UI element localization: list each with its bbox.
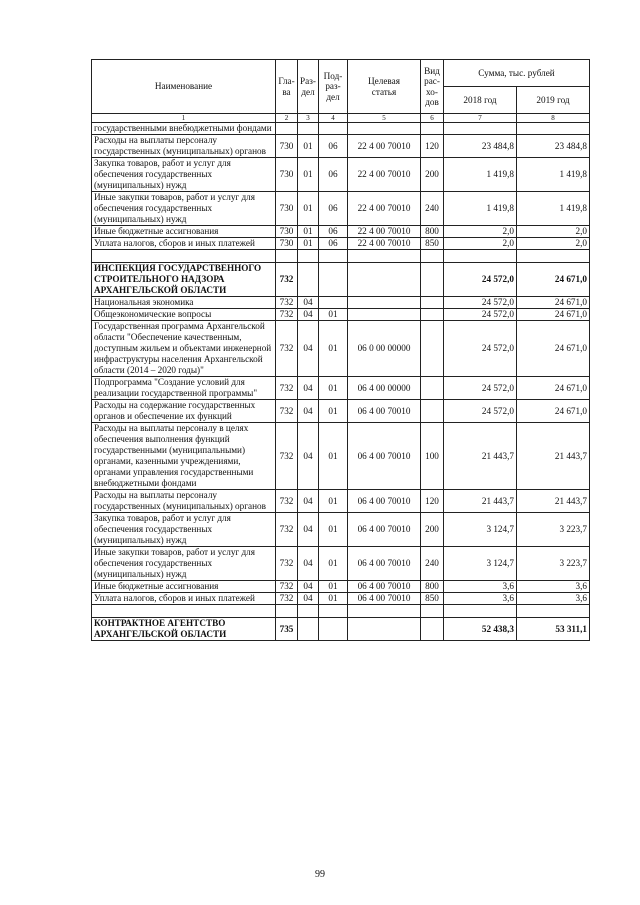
column-number: 3 bbox=[298, 114, 319, 123]
cell-y2018: 21 443,7 bbox=[444, 423, 517, 490]
cell-y2019: 24 671,0 bbox=[517, 321, 590, 377]
cell-vid: 850 bbox=[421, 593, 444, 605]
cell-glava: 732 bbox=[276, 400, 298, 423]
cell-y2018: 24 572,0 bbox=[444, 263, 517, 297]
cell-name: Расходы на выплаты персоналу государственных (муниципальных) органов bbox=[92, 135, 276, 158]
cell-razdel: 04 bbox=[298, 423, 319, 490]
cell-vid bbox=[421, 618, 444, 641]
cell-razdel bbox=[298, 250, 319, 263]
table-row bbox=[92, 400, 590, 423]
cell-name: Закупка товаров, работ и услуг для обеспечения государственных (муниципальных) нужд bbox=[92, 513, 276, 547]
header-2018: 2018 год bbox=[444, 87, 517, 114]
cell-name: Иные закупки товаров, работ и услуг для обеспечения государственных (муниципальных) нужд bbox=[92, 192, 276, 226]
cell-podrazdel: 01 bbox=[319, 490, 348, 513]
cell-y2018: 24 572,0 bbox=[444, 321, 517, 377]
cell-vid: 200 bbox=[421, 513, 444, 547]
table-row bbox=[92, 158, 590, 192]
cell-podrazdel: 01 bbox=[319, 400, 348, 423]
cell-glava: 732 bbox=[276, 423, 298, 490]
cell-glava: 732 bbox=[276, 263, 298, 297]
cell-vid: 240 bbox=[421, 192, 444, 226]
cell-y2019: 21 443,7 bbox=[517, 490, 590, 513]
cell-y2018: 52 438,3 bbox=[444, 618, 517, 641]
cell-vid bbox=[421, 309, 444, 321]
cell-podrazdel: 06 bbox=[319, 158, 348, 192]
cell-y2018: 24 572,0 bbox=[444, 400, 517, 423]
cell-razdel: 04 bbox=[298, 321, 319, 377]
cell-y2018: 24 572,0 bbox=[444, 377, 517, 400]
cell-name: ИНСПЕКЦИЯ ГОСУДАРСТВЕННОГО СТРОИТЕЛЬНОГО НАДЗОРА АРХАНГЕЛЬСКОЙ ОБЛАСТИ bbox=[92, 263, 276, 297]
cell-statya bbox=[348, 263, 421, 297]
column-number: 7 bbox=[444, 114, 517, 123]
cell-y2019: 3,6 bbox=[517, 581, 590, 593]
cell-razdel: 04 bbox=[298, 297, 319, 309]
cell-podrazdel: 01 bbox=[319, 321, 348, 377]
cell-y2019: 24 671,0 bbox=[517, 400, 590, 423]
cell-name: КОНТРАКТНОЕ АГЕНТСТВО АРХАНГЕЛЬСКОЙ ОБЛАСТИ bbox=[92, 618, 276, 641]
cell-razdel: 04 bbox=[298, 581, 319, 593]
cell-statya: 06 4 00 70010 bbox=[348, 547, 421, 581]
cell-name: Уплата налогов, сборов и иных платежей bbox=[92, 238, 276, 250]
cell-statya: 06 4 00 00000 bbox=[348, 377, 421, 400]
cell-glava: 730 bbox=[276, 158, 298, 192]
cell-name: Расходы на выплаты персоналу в целях обеспечения выполнения функций государственными (муниципальными) органами, казенными учреждениями, органами управления государственными внебюджетными фондами bbox=[92, 423, 276, 490]
cell-y2018 bbox=[444, 123, 517, 135]
cell-vid: 120 bbox=[421, 490, 444, 513]
cell-podrazdel bbox=[319, 618, 348, 641]
cell-y2019: 24 671,0 bbox=[517, 297, 590, 309]
cell-glava: 732 bbox=[276, 581, 298, 593]
cell-razdel bbox=[298, 618, 319, 641]
cell-y2019 bbox=[517, 123, 590, 135]
table-header bbox=[92, 60, 590, 123]
header-name: Наименование bbox=[92, 60, 276, 114]
cell-statya: 06 4 00 70010 bbox=[348, 400, 421, 423]
cell-statya: 06 4 00 70010 bbox=[348, 490, 421, 513]
cell-razdel: 04 bbox=[298, 309, 319, 321]
cell-y2019: 3,6 bbox=[517, 593, 590, 605]
table-row bbox=[92, 321, 590, 377]
cell-name: Государственная программа Архангельской области "Обеспечение качественным, доступным жильем и объектами инженерной инфраструктуры населения Архангельской области (2014 – 2020 годы)" bbox=[92, 321, 276, 377]
cell-y2018: 2,0 bbox=[444, 226, 517, 238]
cell-razdel: 04 bbox=[298, 593, 319, 605]
cell-razdel: 01 bbox=[298, 226, 319, 238]
cell-y2018: 1 419,8 bbox=[444, 158, 517, 192]
cell-statya: 22 4 00 70010 bbox=[348, 238, 421, 250]
cell-vid: 100 bbox=[421, 423, 444, 490]
cell-y2018: 3 124,7 bbox=[444, 513, 517, 547]
cell-y2018 bbox=[444, 250, 517, 263]
cell-glava: 732 bbox=[276, 490, 298, 513]
cell-y2018: 3,6 bbox=[444, 581, 517, 593]
table-row bbox=[92, 192, 590, 226]
table-row bbox=[92, 547, 590, 581]
page-number: 99 bbox=[315, 869, 325, 880]
cell-y2019: 1 419,8 bbox=[517, 158, 590, 192]
cell-glava: 732 bbox=[276, 593, 298, 605]
header-summa: Сумма, тыс. рублей bbox=[444, 60, 590, 87]
cell-name bbox=[92, 605, 276, 618]
table-row bbox=[92, 123, 590, 135]
cell-y2018: 2,0 bbox=[444, 238, 517, 250]
cell-podrazdel: 01 bbox=[319, 309, 348, 321]
cell-statya bbox=[348, 297, 421, 309]
cell-y2019: 23 484,8 bbox=[517, 135, 590, 158]
cell-y2019: 2,0 bbox=[517, 226, 590, 238]
cell-y2019: 1 419,8 bbox=[517, 192, 590, 226]
table-row bbox=[92, 490, 590, 513]
cell-razdel: 04 bbox=[298, 547, 319, 581]
cell-y2019: 53 311,1 bbox=[517, 618, 590, 641]
cell-y2019 bbox=[517, 250, 590, 263]
cell-y2018: 23 484,8 bbox=[444, 135, 517, 158]
cell-statya: 06 4 00 70010 bbox=[348, 513, 421, 547]
spacer-row bbox=[92, 250, 590, 263]
cell-y2019: 24 671,0 bbox=[517, 309, 590, 321]
cell-statya: 22 4 00 70010 bbox=[348, 226, 421, 238]
cell-y2018: 24 572,0 bbox=[444, 297, 517, 309]
cell-vid: 850 bbox=[421, 238, 444, 250]
header-glava: Гла- ва bbox=[276, 60, 298, 114]
cell-podrazdel: 01 bbox=[319, 547, 348, 581]
cell-razdel: 04 bbox=[298, 400, 319, 423]
cell-razdel: 01 bbox=[298, 135, 319, 158]
cell-razdel: 04 bbox=[298, 513, 319, 547]
cell-podrazdel: 01 bbox=[319, 423, 348, 490]
cell-statya bbox=[348, 309, 421, 321]
cell-name: Расходы на выплаты персоналу государственных (муниципальных) органов bbox=[92, 490, 276, 513]
cell-glava bbox=[276, 250, 298, 263]
column-number: 2 bbox=[276, 114, 298, 123]
header-vid: Вид рас- хо- дов bbox=[421, 60, 444, 114]
cell-razdel: 01 bbox=[298, 238, 319, 250]
cell-razdel: 04 bbox=[298, 377, 319, 400]
cell-vid bbox=[421, 250, 444, 263]
column-number: 4 bbox=[319, 114, 348, 123]
cell-y2019: 24 671,0 bbox=[517, 377, 590, 400]
cell-glava: 730 bbox=[276, 135, 298, 158]
cell-vid: 200 bbox=[421, 158, 444, 192]
cell-y2018: 3,6 bbox=[444, 593, 517, 605]
cell-podrazdel: 01 bbox=[319, 581, 348, 593]
column-number: 5 bbox=[348, 114, 421, 123]
cell-name: Иные бюджетные ассигнования bbox=[92, 581, 276, 593]
cell-glava bbox=[276, 605, 298, 618]
cell-vid bbox=[421, 263, 444, 297]
cell-podrazdel: 01 bbox=[319, 377, 348, 400]
cell-y2019: 3 223,7 bbox=[517, 513, 590, 547]
column-number-row bbox=[92, 114, 590, 123]
cell-name: Закупка товаров, работ и услуг для обеспечения государственных (муниципальных) нужд bbox=[92, 158, 276, 192]
cell-y2019: 21 443,7 bbox=[517, 423, 590, 490]
cell-glava: 732 bbox=[276, 547, 298, 581]
cell-razdel bbox=[298, 123, 319, 135]
cell-vid: 240 bbox=[421, 547, 444, 581]
cell-vid bbox=[421, 123, 444, 135]
cell-razdel: 04 bbox=[298, 490, 319, 513]
cell-podrazdel: 01 bbox=[319, 513, 348, 547]
cell-vid bbox=[421, 377, 444, 400]
cell-statya: 06 4 00 70010 bbox=[348, 593, 421, 605]
cell-glava: 732 bbox=[276, 513, 298, 547]
cell-vid bbox=[421, 400, 444, 423]
cell-y2018: 3 124,7 bbox=[444, 547, 517, 581]
table-row bbox=[92, 238, 590, 250]
column-number: 6 bbox=[421, 114, 444, 123]
column-number: 1 bbox=[92, 114, 276, 123]
cell-podrazdel bbox=[319, 123, 348, 135]
cell-statya: 22 4 00 70010 bbox=[348, 135, 421, 158]
cell-podrazdel: 06 bbox=[319, 192, 348, 226]
cell-name: Общеэкономические вопросы bbox=[92, 309, 276, 321]
cell-razdel: 01 bbox=[298, 192, 319, 226]
table-row bbox=[92, 377, 590, 400]
cell-statya: 22 4 00 70010 bbox=[348, 192, 421, 226]
cell-statya bbox=[348, 618, 421, 641]
cell-name: Подпрограмма "Создание условий для реализации государственной программы" bbox=[92, 377, 276, 400]
table-row bbox=[92, 593, 590, 605]
table-row bbox=[92, 309, 590, 321]
cell-glava: 730 bbox=[276, 226, 298, 238]
cell-glava: 730 bbox=[276, 238, 298, 250]
cell-name: государственными внебюджетными фондами bbox=[92, 123, 276, 135]
table-body bbox=[92, 123, 590, 641]
cell-name: Уплата налогов, сборов и иных платежей bbox=[92, 593, 276, 605]
table-row bbox=[92, 581, 590, 593]
cell-statya bbox=[348, 605, 421, 618]
cell-y2019: 3 223,7 bbox=[517, 547, 590, 581]
header-podrazdel: Под- раз- дел bbox=[319, 60, 348, 114]
table-row bbox=[92, 226, 590, 238]
cell-statya: 06 0 00 00000 bbox=[348, 321, 421, 377]
cell-y2019: 24 671,0 bbox=[517, 263, 590, 297]
section-row bbox=[92, 263, 590, 297]
cell-statya bbox=[348, 123, 421, 135]
cell-vid: 800 bbox=[421, 226, 444, 238]
cell-y2018 bbox=[444, 605, 517, 618]
cell-podrazdel: 06 bbox=[319, 238, 348, 250]
cell-podrazdel: 06 bbox=[319, 226, 348, 238]
cell-razdel bbox=[298, 263, 319, 297]
table-row bbox=[92, 135, 590, 158]
cell-glava bbox=[276, 123, 298, 135]
cell-name: Иные закупки товаров, работ и услуг для обеспечения государственных (муниципальных) нужд bbox=[92, 547, 276, 581]
column-number: 8 bbox=[517, 114, 590, 123]
cell-vid bbox=[421, 297, 444, 309]
budget-table bbox=[91, 59, 590, 641]
cell-y2019: 2,0 bbox=[517, 238, 590, 250]
cell-vid bbox=[421, 605, 444, 618]
header-razdel: Раз- дел bbox=[298, 60, 319, 114]
cell-y2019 bbox=[517, 605, 590, 618]
header-2019: 2019 год bbox=[517, 87, 590, 114]
cell-name: Расходы на содержание государственных органов и обеспечение их функций bbox=[92, 400, 276, 423]
cell-glava: 732 bbox=[276, 309, 298, 321]
table-row bbox=[92, 423, 590, 490]
cell-podrazdel: 01 bbox=[319, 593, 348, 605]
spacer-row bbox=[92, 605, 590, 618]
cell-podrazdel bbox=[319, 250, 348, 263]
cell-podrazdel: 06 bbox=[319, 135, 348, 158]
cell-glava: 732 bbox=[276, 297, 298, 309]
cell-name: Национальная экономика bbox=[92, 297, 276, 309]
cell-glava: 735 bbox=[276, 618, 298, 641]
table-row bbox=[92, 297, 590, 309]
header-statya: Целевая статья bbox=[348, 60, 421, 114]
cell-vid bbox=[421, 321, 444, 377]
cell-y2018: 21 443,7 bbox=[444, 490, 517, 513]
cell-vid: 800 bbox=[421, 581, 444, 593]
cell-name bbox=[92, 250, 276, 263]
cell-y2018: 24 572,0 bbox=[444, 309, 517, 321]
cell-razdel bbox=[298, 605, 319, 618]
cell-statya: 22 4 00 70010 bbox=[348, 158, 421, 192]
cell-statya: 06 4 00 70010 bbox=[348, 581, 421, 593]
cell-podrazdel bbox=[319, 263, 348, 297]
cell-razdel: 01 bbox=[298, 158, 319, 192]
cell-statya bbox=[348, 250, 421, 263]
cell-glava: 732 bbox=[276, 377, 298, 400]
cell-podrazdel bbox=[319, 297, 348, 309]
cell-podrazdel bbox=[319, 605, 348, 618]
cell-vid: 120 bbox=[421, 135, 444, 158]
section-row bbox=[92, 618, 590, 641]
cell-glava: 732 bbox=[276, 321, 298, 377]
cell-name: Иные бюджетные ассигнования bbox=[92, 226, 276, 238]
table-row bbox=[92, 513, 590, 547]
cell-statya: 06 4 00 70010 bbox=[348, 423, 421, 490]
cell-y2018: 1 419,8 bbox=[444, 192, 517, 226]
cell-glava: 730 bbox=[276, 192, 298, 226]
